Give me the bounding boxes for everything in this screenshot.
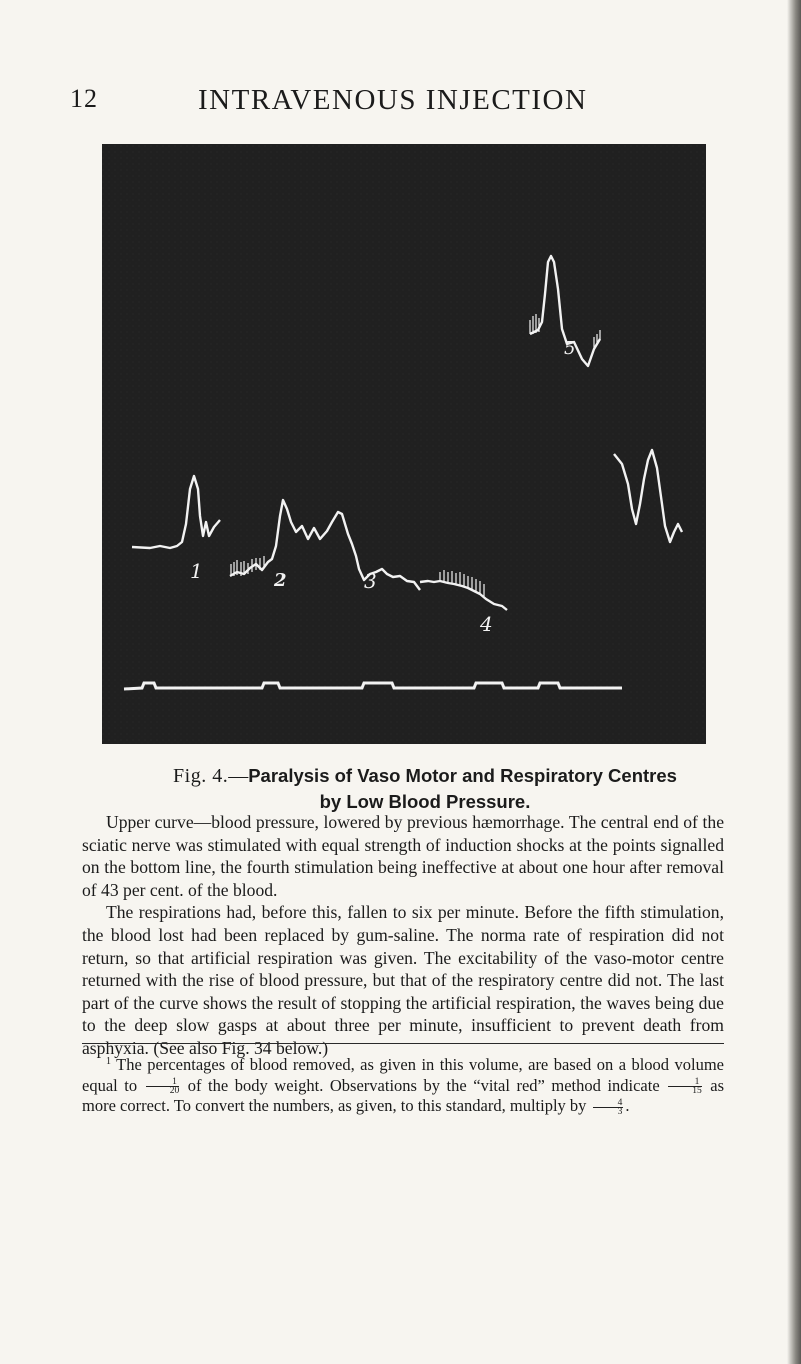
footnote [82,1052,724,1117]
page-number: 12 [70,84,98,113]
figure-kymograph-plate [102,144,706,744]
marker-5-label: 5 [564,338,576,359]
caption-dash: — [228,765,249,787]
paragraph-2: The respirations had, before this, fallen to six per minute. Before the fifth stimulation, the blood lost had been replaced by gum-saline. The norma rate of respiration did not return, so that artificial respiration was given. The excitability of the vaso-motor centre returned with the rise of blood pressure, but that of the respiratory centre did not. The last part of the curve shows the result of stopping the artificial respiration, the waves being due to the deep slow gasps at about three per minute, insufficient to prevent death from asphyxia. (See also Fig. 34 below.) [82,902,724,1058]
footnote-text-c: as more correct. To convert the numbers, as given, to this standard, multiply by [82,1075,725,1116]
fraction-one-twentieth: $\frac{1}{20}$ [146,1078,180,1095]
marker-2-label: 2 [274,570,287,591]
caption-title-line-2: by Low Blood Pressure. [319,791,531,812]
fraction-one-fifteenth: $\frac{1}{15}$ [668,1078,702,1095]
footnote-paragraph [82,1052,724,1117]
marker-1-label: 1 [190,559,203,583]
footnote-text-b: of the body weight. Observations by the “vital red” method indicate [187,1075,660,1095]
running-head: INTRAVENOUS INJECTION [198,84,588,116]
caption-label: Fig. 4. [173,765,229,787]
kymograph-tracing [102,144,706,744]
fraction-four-thirds: $\frac{4}{3}$ [593,1099,624,1116]
footnote-rule [82,1043,724,1044]
body-text [82,811,724,1060]
caption-title-line-1: Paralysis of Vaso Motor and Respiratory Centres [248,765,677,786]
marker-4-label: 4 [480,612,493,636]
paragraph-1: Upper curve—blood pressure, lowered by previous hæmorrhage. The central end of the sciatic nerve was stimulated with equal strength of induction shocks at the points signalled on the bottom line, the fourth stimulation being ineffective at about one hour after removal of 43 per cent. of the blood. [82,812,724,900]
footnote-text-a: The percentages of blood removed, as given in this volume, are based on a blood volume equal to [82,1055,724,1095]
footnote-text-d: . [625,1096,630,1116]
caption-line-1 [150,763,700,789]
figure-caption [150,763,700,815]
marker-3-label: 3 [364,569,377,593]
footnote-marker: 1 [106,1056,111,1067]
plate-grain [102,144,706,744]
page-edge-shadow [787,0,801,1364]
